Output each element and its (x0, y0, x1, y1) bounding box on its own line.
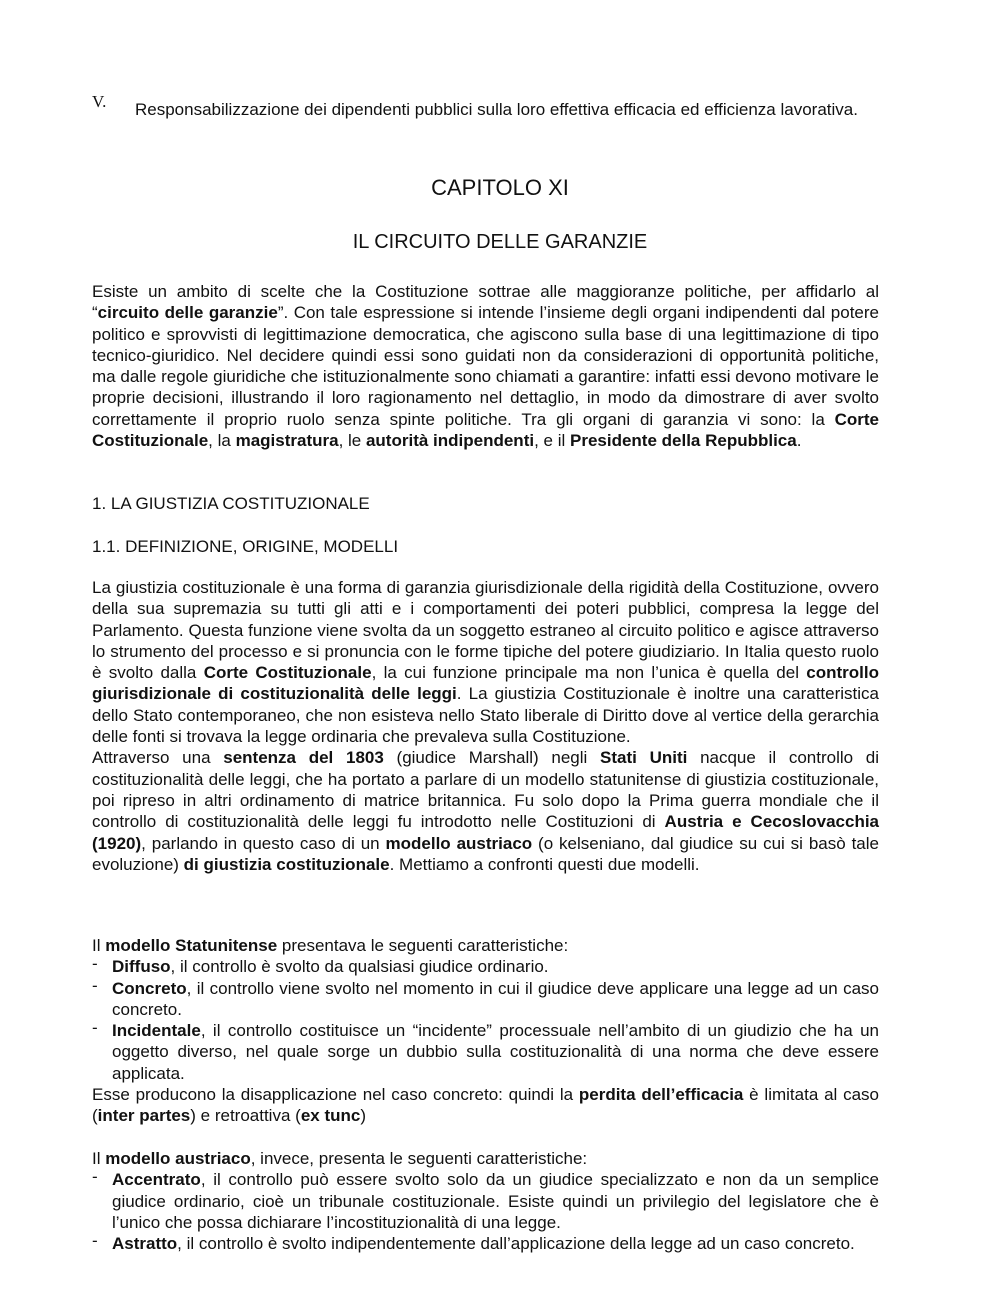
text-run: ) e retroattiva ( (190, 1106, 301, 1126)
bold-text: modello Statunitense (105, 936, 278, 955)
bold-text: Concreto (112, 978, 187, 998)
text-run: (o kelseniano, dal giudice su cui si basò tale evoluzione) (92, 833, 879, 874)
text-run: presentava le seguenti caratteristiche: (277, 936, 569, 955)
text-run: , il controllo viene svolto nel momento in cui il giudice deve applicare una legge ad un caso concreto. (112, 978, 879, 1019)
list-item (92, 956, 879, 977)
bold-text: di giustizia costituzionale (183, 854, 390, 874)
roman-item-text: Responsabilizzazione dei dipendenti pubblici sulla loro effettiva efficacia ed efficienza lavorativa. (135, 100, 858, 119)
text-run: Il (92, 936, 106, 955)
us-model-section (92, 935, 879, 1127)
bold-text: ex tunc (300, 1106, 361, 1126)
text-run: . Mettiamo a confronti questi due modelli. (389, 854, 700, 874)
text-run: , il controllo può essere svolto solo da un giudice specializzato e non da un semplice giudice ordinario, cioè un tribunale costituzionale. Esiste quindi un privilegio del legislatore che è l’unico che possa dichiarare l’incostituzionalità di una legge. (112, 1170, 879, 1232)
text-run: , e il (534, 431, 570, 451)
chapter-title: CAPITOLO XI (431, 175, 569, 200)
bold-text: circuito delle garanzie (97, 303, 278, 323)
paragraph-origin (92, 747, 879, 875)
austrian-model-intro (92, 1148, 879, 1169)
text-run: , le (338, 431, 366, 451)
chapter-subtitle: IL CIRCUITO DELLE GARANZIE (352, 231, 648, 253)
text-run: è limitata al caso ( (92, 1085, 879, 1126)
text-run: (giudice Marshall) negli (383, 748, 601, 768)
text-run: , la cui funzione principale ma non l’unica è quella del (371, 663, 807, 683)
text-run: Esse producono la disapplicazione nel caso concreto: quindi la (92, 1085, 579, 1105)
bold-text: controllo giurisdizionale di costituzionalità delle leggi (92, 663, 879, 704)
bold-text: autorità indipendenti (365, 431, 535, 451)
text-run: , il controllo è svolto da qualsiasi giudice ordinario. (170, 957, 549, 977)
bold-text: Astratto (112, 1234, 178, 1254)
bold-text: Corte Costituzionale (92, 409, 879, 451)
bold-text: sentenza del 1803 (223, 748, 384, 768)
bold-text: Diffuso (112, 957, 171, 977)
bold-text: Presidente della Repubblica (569, 431, 797, 451)
text-run: , invece, presenta le seguenti caratteristiche: (250, 1149, 588, 1168)
text-run: . La giustizia Costituzionale è inoltre una caratteristica dello Stato contemporaneo, che non esisteva nello Stato liberale di Diritto dove al vertice della gerarchia delle fonti si trovava la legge ordinaria che prevaleva sulla Costituzione. (92, 684, 879, 747)
text-run: Esiste un ambito di scelte che la Costituzione sottrae alle maggioranze politiche, per affidarlo al “ (92, 282, 879, 323)
text-run: ”. Con tale espressione si intende l’insieme degli organi indipendenti dal potere politico e sprovvisti di legittimazione democratica, che agiscono sulla base di una legittimazione di tipo tecnico-giuridico. Nel decidere quindi essi sono guidati non da considerazioni di opportunità politiche, ma dalle regole giuridiche che istituzionalmente sono chiamati a garantire: infatti essi devono motivare le proprie decisioni, illustrando il loro ragionamento nel dettaglio, in modo da dimostrare di aver svolto correttamente il proprio ruolo senza spinte politiche. Tra gli organi di garanzia vi sono: la (92, 303, 879, 429)
intro-paragraph (92, 281, 879, 451)
bold-text: Stati Uniti (600, 748, 688, 768)
austrian-model-list (92, 1169, 879, 1254)
us-model-intro (92, 935, 879, 956)
text-run: La giustizia costituzionale è una forma di garanzia giurisdizionale della rigidità della Costituzione, ovvero della sua supremazia su tutti gli atti e i comportamenti dei poteri pubblici, compresa la legge del Parlamento. Questa funzione viene svolta da un soggetto estraneo al circuito politico e agisce attraverso lo strumento del processo e si pronuncia con le forme tipiche del potere giudiziario. In Italia questo ruolo è svolto dalla (92, 578, 879, 683)
text-run: . (796, 431, 802, 451)
text-run: nacque il controllo di costituzionalità delle leggi, che ha portato a parlare di un modello statunitense di giustizia costituzionale, poi ripreso in altri ordinamento di matrice britannica. Fu solo dopo la Prima guerra mondiale che il controllo di costituzionalità delle leggi fu introdotto nelle Costituzioni di (92, 748, 880, 832)
list-item (92, 978, 879, 1021)
text-run: , il controllo costituisce un “incidente” processuale nell’ambito di un giudizio che ha un oggetto diverso, nel quale sorge un dubbio sulla costituzionalità di una norma che deve essere applicata. (112, 1021, 879, 1083)
bold-text: Corte Costituzionale (203, 663, 372, 683)
text-run: , la (208, 431, 236, 451)
text-run: , il controllo è svolto indipendentemente dall’applicazione della legge ad un caso concreto. (177, 1234, 855, 1254)
section-heading: 1. LA GIUSTIZIA COSTITUZIONALE (92, 494, 370, 513)
bold-text: modello austriaco (105, 1149, 251, 1168)
austrian-model-section (92, 1148, 879, 1254)
body-paragraph-1 (92, 577, 879, 875)
bold-text: inter partes (97, 1106, 191, 1126)
list-item (92, 1233, 879, 1254)
roman-numeral: V. (92, 92, 107, 111)
bold-text: Austria e Cecoslovacchia (1920) (92, 812, 880, 853)
bold-text: magistratura (235, 431, 339, 451)
bold-text: perdita dell’efficacia (578, 1085, 744, 1105)
list-item (92, 1169, 879, 1233)
subsection-heading: 1.1. DEFINIZIONE, ORIGINE, MODELLI (92, 537, 399, 556)
bold-text: Incidentale (112, 1021, 201, 1041)
bold-text: modello austriaco (385, 833, 533, 853)
text-run: Il (92, 1149, 106, 1168)
text-run: , parlando in questo caso di un (141, 833, 386, 853)
text-run: Attraverso una (92, 748, 224, 768)
us-model-outro (92, 1084, 879, 1127)
list-item (92, 1020, 879, 1084)
us-model-list (92, 956, 879, 1084)
paragraph-definition (92, 577, 879, 747)
text-run: ) (360, 1106, 367, 1126)
roman-list-item (92, 92, 892, 128)
bold-text: Accentrato (112, 1170, 201, 1190)
